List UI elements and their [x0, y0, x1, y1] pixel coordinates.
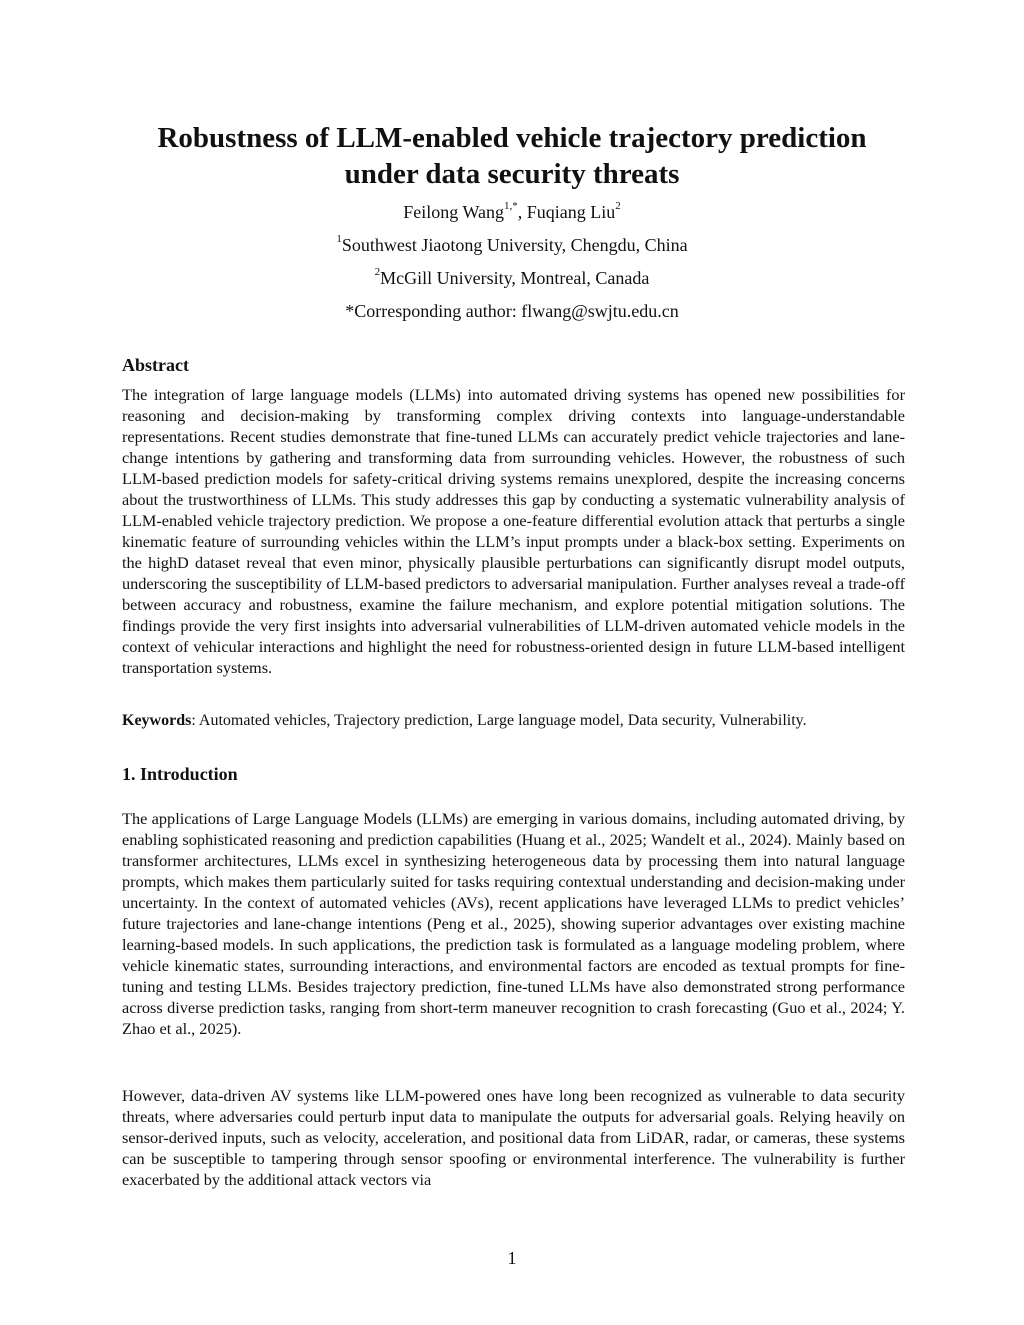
keywords-paragraph — [122, 710, 905, 731]
author-affiliation-mark: 1,* — [503, 200, 518, 212]
author-affiliation-mark: 2 — [615, 200, 621, 212]
abstract-heading: Abstract — [122, 355, 189, 375]
keywords-label: Keywords — [122, 712, 192, 729]
abstract-paragraph: The integration of large language models (LLMs) into automated driving systems has opened new possibilities for reasoning and decision-making by transforming complex driving contexts into language-understandable representations. Recent studies demonstrate that fine-tuned LLMs can accurately predict vehicle trajectories and lane-change intentions by gathering and transforming data from surrounding vehicles. However, the robustness of such LLM-based prediction models for safety-critical driving systems remains unexplored, despite the increasing concerns about the trustworthiness of LLMs. This study addresses this gap by conducting a systematic vulnerability analysis of LLM-enabled vehicle trajectory prediction. We propose a one-feature differential evolution attack that perturbs a single kinematic feature of surrounding vehicles within the LLM’s input prompts under a black-box setting. Experiments on the highD dataset reveal that even minor, physically plausible perturbations can significantly disrupt model outputs, underscoring the susceptibility of LLM-based predictors to adversarial manipulation. Further analyses reveal a trade-off between accuracy and robustness, examine the failure mechanism, and explore potential mitigation solutions. The findings provide the very first insights into adversarial vulnerabilities of LLM-driven automated vehicle models in the context of vehicular interactions and highlight the need for robustness-oriented design in future LLM-based intelligent transportation systems. — [122, 385, 905, 677]
paper-title — [100, 120, 924, 192]
introduction-paragraph-2 — [122, 1085, 905, 1190]
affiliation-line — [0, 266, 1024, 290]
introduction-paragraph-1 — [122, 808, 905, 1039]
affiliation-mark: 2 — [374, 266, 381, 278]
body-paragraph: The applications of Large Language Models (LLMs) are emerging in various domains, including automated driving, by enabling sophisticated reasoning and prediction capabilities (Huang et al., 2025; Wandelt et al., 2024). Mainly based on transformer architectures, LLMs excel in synthesizing heterogeneous data by processing them into natural language prompts, which makes them particularly suited for tasks requiring contextual understanding and decision-making under uncertainty. In the context of automated vehicles (AVs), recent applications have leveraged LLMs to predict vehicles’ future trajectories and lane-change intentions (Peng et al., 2025), showing superior advantages over existing machine learning-based models. In such applications, the prediction task is formulated as a language modeling problem, where vehicle kinematic states, surrounding interactions, and environmental factors are encoded as textual prompts for fine-tuning and testing LLMs. Besides trajectory prediction, fine-tuned LLMs have also demonstrated strong performance across diverse prediction tasks, ranging from short-term maneuver recognition to crash forecasting (Guo et al., 2024; Y. Zhao et al., 2025). — [122, 809, 905, 1038]
introduction-heading: 1. Introduction — [122, 764, 238, 784]
affiliation-text: Southwest Jiaotong University, Chengdu, China — [341, 235, 688, 255]
title-line-2: under data security threats — [344, 158, 680, 190]
page-number: 1 — [507, 1248, 517, 1268]
body-paragraph: However, data-driven AV systems like LLM-powered ones have long been recognized as vulnerable to data security threats, where adversaries could perturb input data to manipulate the outputs for adversarial goals. Relying heavily on sensor-derived inputs, such as velocity, acceleration, and positional data from LiDAR, radar, or cameras, these systems can be susceptible to tampering through sensor spoofing or environmental interference. The vulnerability is further exacerbated by the additional attack vectors via — [122, 1086, 905, 1189]
author-list — [0, 200, 1024, 224]
author-name: Feilong Wang — [403, 202, 504, 222]
title-line-1: Robustness of LLM-enabled vehicle trajectory prediction — [157, 122, 867, 154]
corresponding-author: *Corresponding author: flwang@swjtu.edu.cn — [345, 301, 679, 321]
affiliation-text: McGill University, Montreal, Canada — [380, 268, 650, 288]
keywords-list: : Automated vehicles, Trajectory prediction, Large language model, Data security, Vulnerability. — [191, 712, 807, 729]
author-separator: , — [517, 202, 527, 222]
abstract-body — [122, 384, 905, 678]
author-name: Fuqiang Liu — [526, 202, 616, 222]
keywords-line — [122, 710, 905, 731]
affiliation-mark: 1 — [336, 233, 342, 245]
affiliation-line — [0, 233, 1024, 257]
